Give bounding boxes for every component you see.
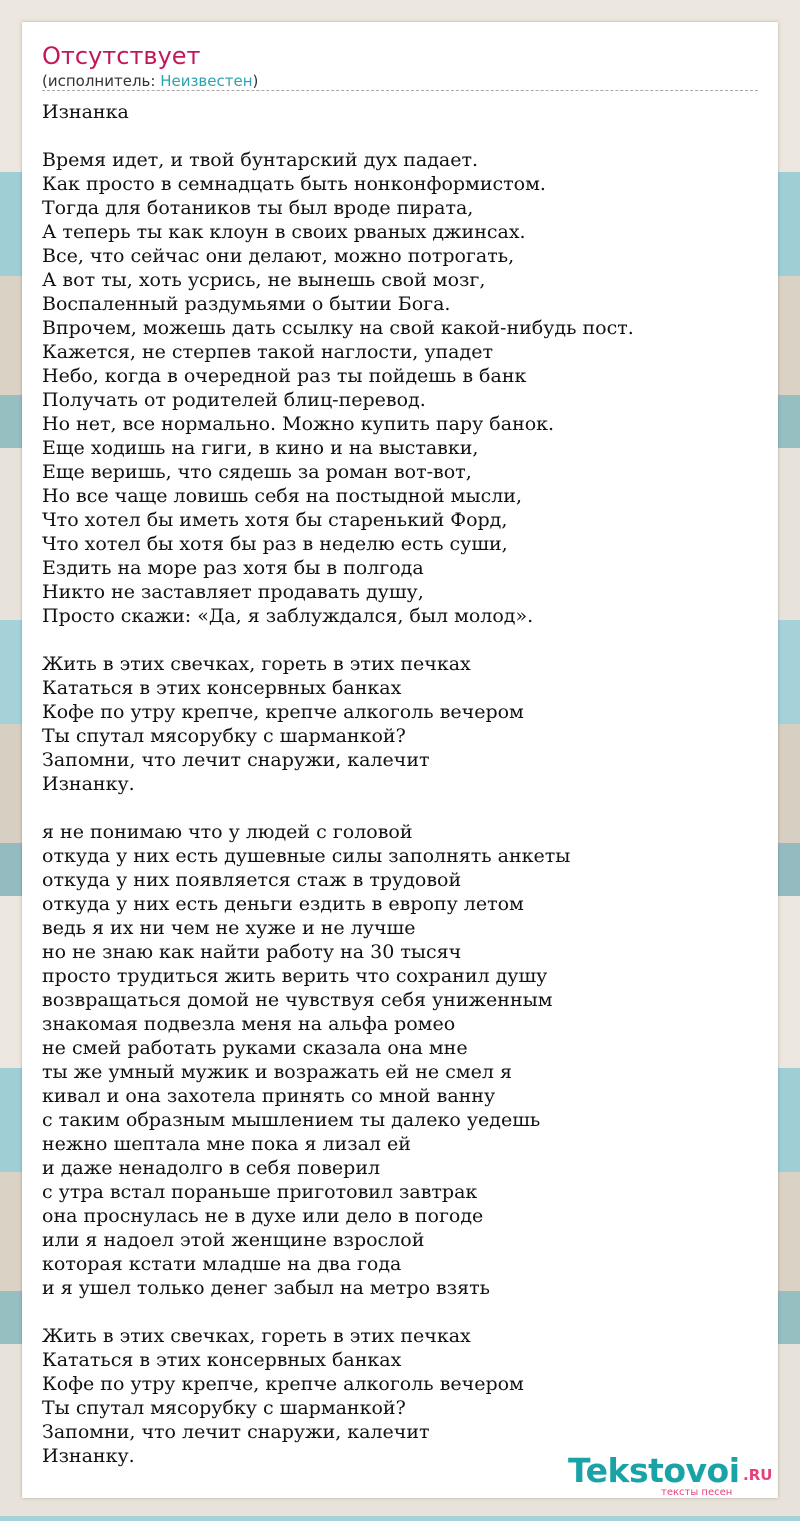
logo-wordmark: Tekstovoi	[568, 1451, 740, 1490]
performer-prefix: (исполнитель:	[42, 72, 161, 90]
song-title: Отсутствует	[42, 42, 201, 70]
lyrics-text: Изнанка Время идет, и твой бунтарский дух падает. Как просто в семнадцать быть нонконформистом. Тогда для ботаников ты был вроде пирата, А теперь ты как клоун в своих рваных джинсах. Все, что сейчас они делают, можно потрогать, А вот ты, хоть усрись, не вынешь свой мозг, Воспаленный раздумьями о бытии Бога. Впрочем, можешь дать ссылку на свой какой-нибудь пост. Кажется, не стерпев такой наглости, упадет Небо, когда в очередной раз ты пойдешь в банк Получать от родителей блиц-перевод. Но нет, все нормально. Можно купить пару банок. Еще ходишь на гиги, в кино и на выставки, Еще веришь, что сядешь за роман вот-вот, Но все чаще ловишь себя на постыдной мысли, Что хотел бы иметь хотя бы старенький Форд, Что хотел бы хотя бы раз в неделю есть суши, Ездить на море раз хотя бы в полгода Никто не заставляет продавать душу, Просто скажи: «Да, я заблуждался, был молод». Жить в этих свечках, гореть в этих печках Кататься в этих консервных банках Кофе по утру крепче, крепче алкоголь вечером Ты спутал мясорубку с шарманкой? Запомни, что лечит снаружи, калечит Изнанку. я не понимаю что у людей с головой откуда у них есть душевные силы заполнять анкеты откуда у них появляется стаж в трудовой откуда у них есть деньги ездить в европу летом ведь я их ни чем не хуже и не лучше но не знаю как найти работу на 30 тысяч просто трудиться жить верить что сохранил душу возвращаться домой не чувствуя себя униженным знакомая подвезла меня на альфа ромео не смей работать руками сказала она мне ты же умный мужик и возражать ей не смел я кивал и она захотела принять со мной ванну с таким образным мышлением ты далеко уедешь нежно шептала мне пока я лизал ей и даже ненадолго в себя поверил с утра встал пораньше приготовил завтрак она проснулась не в духе или дело в погоде или я надоел этой женщине взрослой которая кстати младше на два года и я ушел только денег забыл на метро взять Жить в этих свечках, гореть в этих печках Кататься в этих консервных банках Кофе по утру крепче, крепче алкоголь вечером Ты спутал мясорубку с шарманкой? Запомни, что лечит снаружи, калечит Изнанку.	[42, 101, 634, 1467]
site-logo[interactable]	[568, 1452, 778, 1502]
performer-line	[42, 72, 258, 90]
logo-tagline: тексты песен	[661, 1487, 733, 1498]
title-divider	[42, 90, 758, 91]
logo-domain: .RU	[743, 1466, 773, 1484]
lyrics-card	[22, 22, 778, 1498]
performer-suffix: )	[252, 72, 259, 90]
artist-link[interactable]: Неизвестен	[160, 72, 253, 90]
